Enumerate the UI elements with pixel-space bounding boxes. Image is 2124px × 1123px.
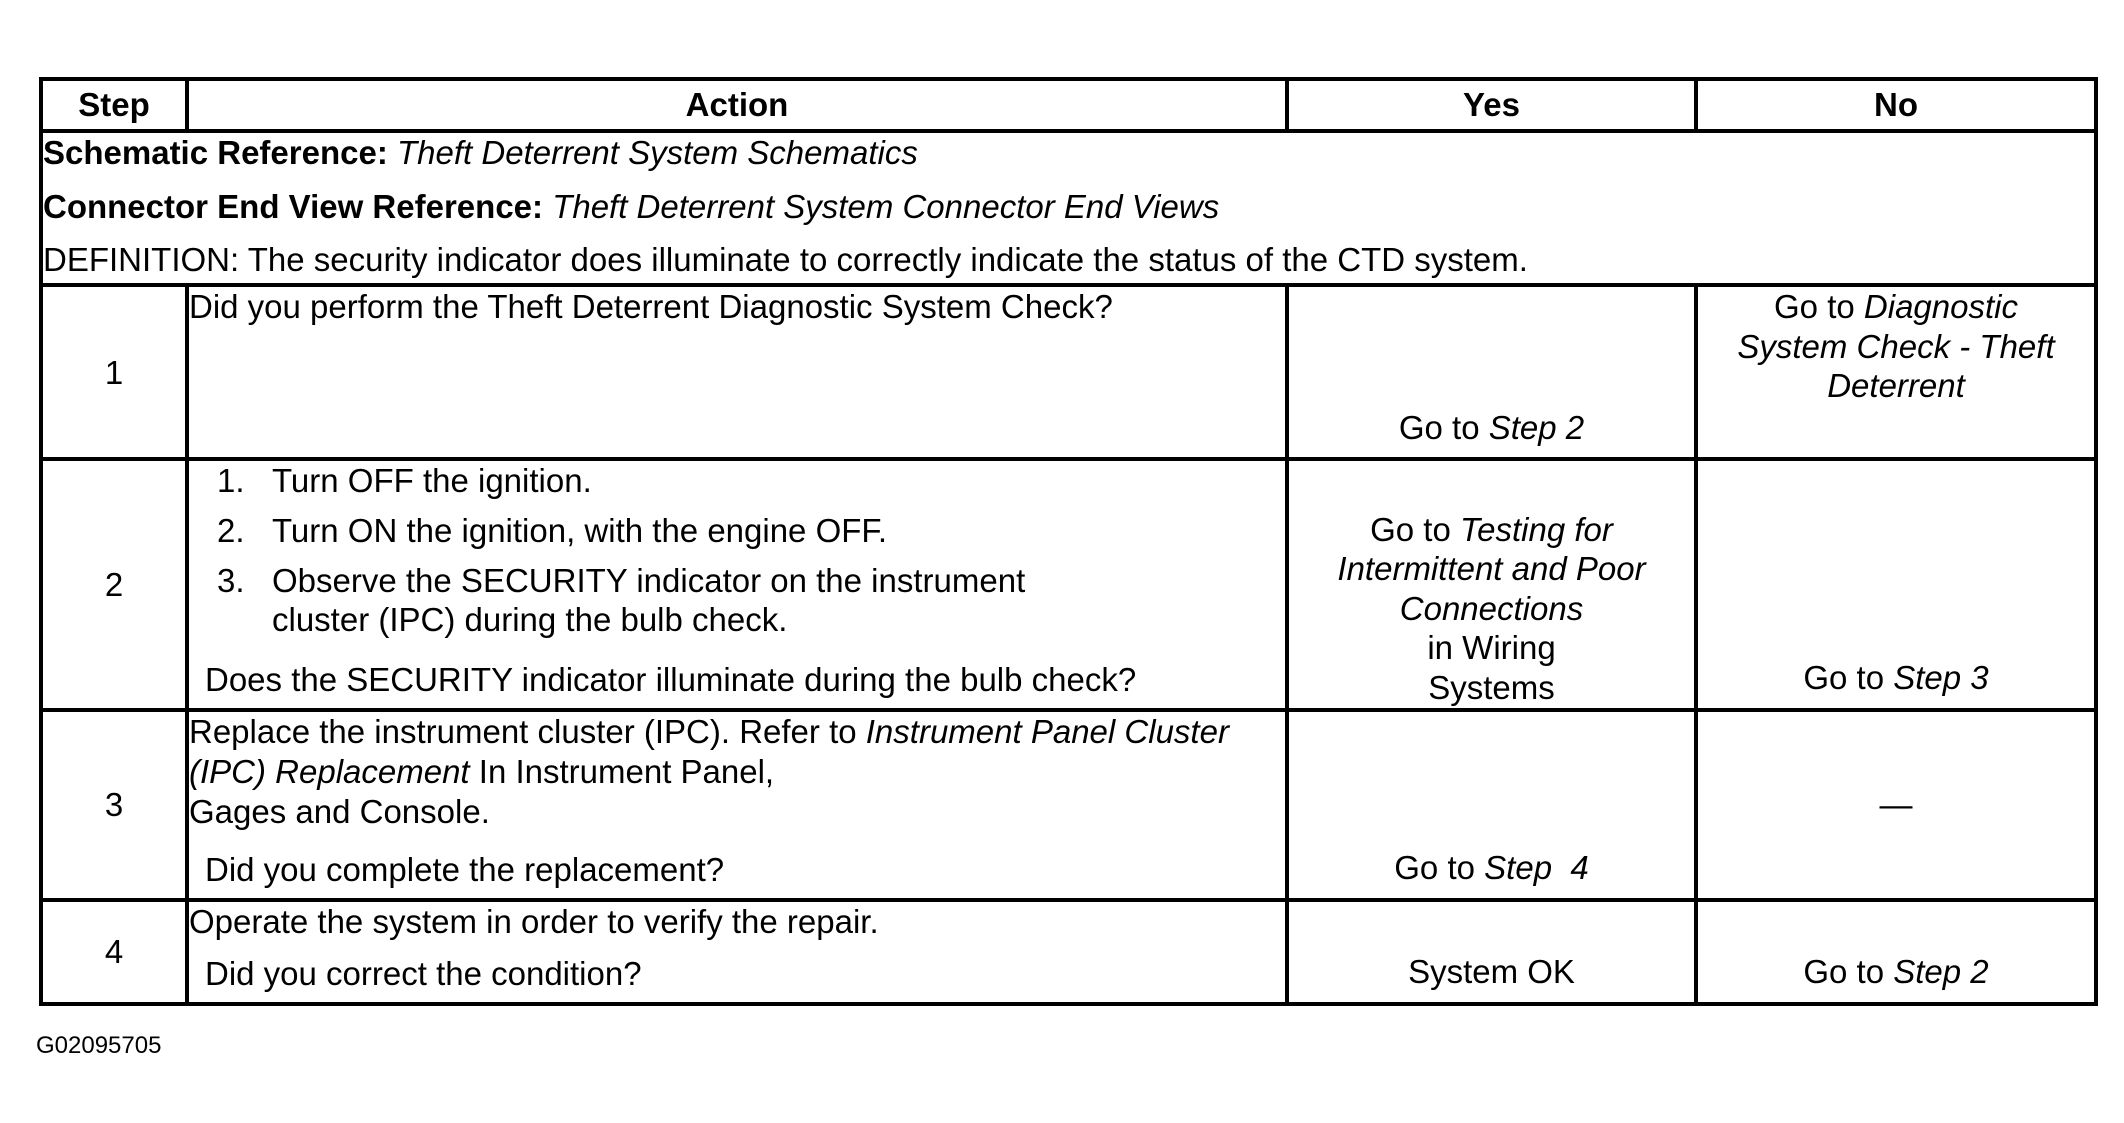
substep-text: Turn ON the ignition, with the engine OFF.	[272, 511, 888, 549]
connector-reference	[43, 187, 2094, 227]
substep-number: 1.	[217, 462, 245, 500]
yes-link-part-2[interactable]: Intermittent and Poor	[1337, 550, 1646, 588]
yes-result	[1289, 510, 1694, 708]
no-link-part-2[interactable]: System Check - Theft	[1737, 327, 2055, 365]
yes-result	[1289, 408, 1694, 448]
yes-cell	[1287, 285, 1696, 459]
no-link-part-1[interactable]: Diagnostic	[1863, 288, 2018, 326]
header-action: Action	[187, 79, 1287, 131]
connector-reference-label: Connector End View Reference:	[43, 187, 544, 225]
substep-item	[189, 461, 1285, 501]
header-step: Step	[41, 79, 187, 131]
action-suffix-1: In Instrument Panel,	[469, 752, 775, 790]
yes-link[interactable]: Step 2	[1488, 408, 1585, 446]
step-number: 4	[41, 900, 187, 1004]
action-question: Did you correct the condition?	[205, 955, 642, 993]
replacement-link[interactable]: Instrument Panel Cluster (IPC) Replacement	[189, 712, 1229, 790]
yes-cell	[1287, 459, 1696, 709]
no-link[interactable]: Step 3	[1893, 659, 1989, 697]
yes-result	[1289, 848, 1694, 888]
yes-prefix: Go to	[1394, 849, 1485, 887]
no-prefix: Go to	[1803, 953, 1894, 991]
references-cell	[41, 131, 2096, 285]
references-row	[41, 131, 2096, 285]
table-row-step-4	[41, 900, 2096, 1004]
no-prefix: Go to	[1774, 288, 1864, 326]
action-cell	[187, 710, 1287, 900]
table-row-step-2	[41, 459, 2096, 709]
no-result	[1698, 287, 2094, 406]
schematic-reference-link[interactable]: Theft Deterrent System Schematics	[397, 134, 918, 172]
action-instruction: Operate the system in order to verify the repair.	[189, 902, 879, 940]
step-number: 3	[41, 710, 187, 900]
no-result	[1698, 658, 2094, 698]
no-link[interactable]: Step 2	[1893, 953, 1989, 991]
schematic-reference-label: Schematic Reference:	[43, 134, 388, 172]
table-header-row	[41, 79, 2096, 131]
no-result	[1698, 952, 2094, 992]
no-link-part-3[interactable]: Deterrent	[1827, 367, 1965, 405]
substep-text: Turn OFF the ignition.	[272, 462, 592, 500]
no-cell	[1696, 285, 2096, 459]
yes-link-part-3[interactable]: Connections	[1399, 589, 1584, 627]
substep-list	[189, 461, 1285, 639]
yes-prefix: Go to	[1370, 510, 1460, 548]
schematic-reference	[43, 133, 2094, 173]
header-yes: Yes	[1287, 79, 1696, 131]
action-question: Did you complete the replacement?	[205, 851, 725, 889]
no-cell	[1696, 900, 2096, 1004]
action-cell	[187, 285, 1287, 459]
yes-result: System OK	[1408, 953, 1575, 991]
substep-number: 2.	[217, 511, 245, 549]
no-cell	[1696, 710, 2096, 900]
yes-link[interactable]: Step 4	[1484, 849, 1589, 887]
yes-cell	[1287, 900, 1696, 1004]
action-suffix-2: Gages and Console.	[189, 793, 490, 831]
action-cell	[187, 459, 1287, 709]
substep-item	[189, 561, 1092, 640]
table-row-step-1	[41, 285, 2096, 459]
substep-text: Observe the SECURITY indicator on the instrument cluster (IPC) during the bulb check.	[272, 561, 1026, 639]
step-number: 2	[41, 459, 187, 709]
action-prefix: Replace the instrument cluster (IPC). Refer to	[189, 712, 866, 750]
figure-id: G02095705	[36, 1032, 162, 1059]
connector-reference-link[interactable]: Theft Deterrent System Connector End Views	[552, 187, 1220, 225]
diagnostic-table	[39, 77, 2098, 1006]
no-cell	[1696, 459, 2096, 709]
header-no: No	[1696, 79, 2096, 131]
yes-plain-part-2: Systems	[1428, 669, 1555, 707]
no-prefix: Go to	[1803, 659, 1894, 697]
yes-plain-part-1: in Wiring	[1427, 629, 1556, 667]
action-question: Does the SECURITY indicator illuminate during the bulb check?	[205, 661, 1137, 699]
step-number: 1	[41, 285, 187, 459]
no-value: —	[1879, 785, 1913, 823]
action-instruction	[189, 712, 1285, 833]
action-question: Did you perform the Theft Deterrent Diagnostic System Check?	[189, 288, 1113, 326]
table-row-step-3	[41, 710, 2096, 900]
yes-cell	[1287, 710, 1696, 900]
substep-item	[189, 511, 1285, 551]
substep-number: 3.	[217, 561, 245, 599]
yes-prefix: Go to	[1398, 408, 1489, 446]
yes-link-part-1[interactable]: Testing for	[1460, 510, 1613, 548]
definition-text: DEFINITION: The security indicator does illuminate to correctly indicate the status of the CTD system.	[43, 241, 1528, 279]
action-cell	[187, 900, 1287, 1004]
